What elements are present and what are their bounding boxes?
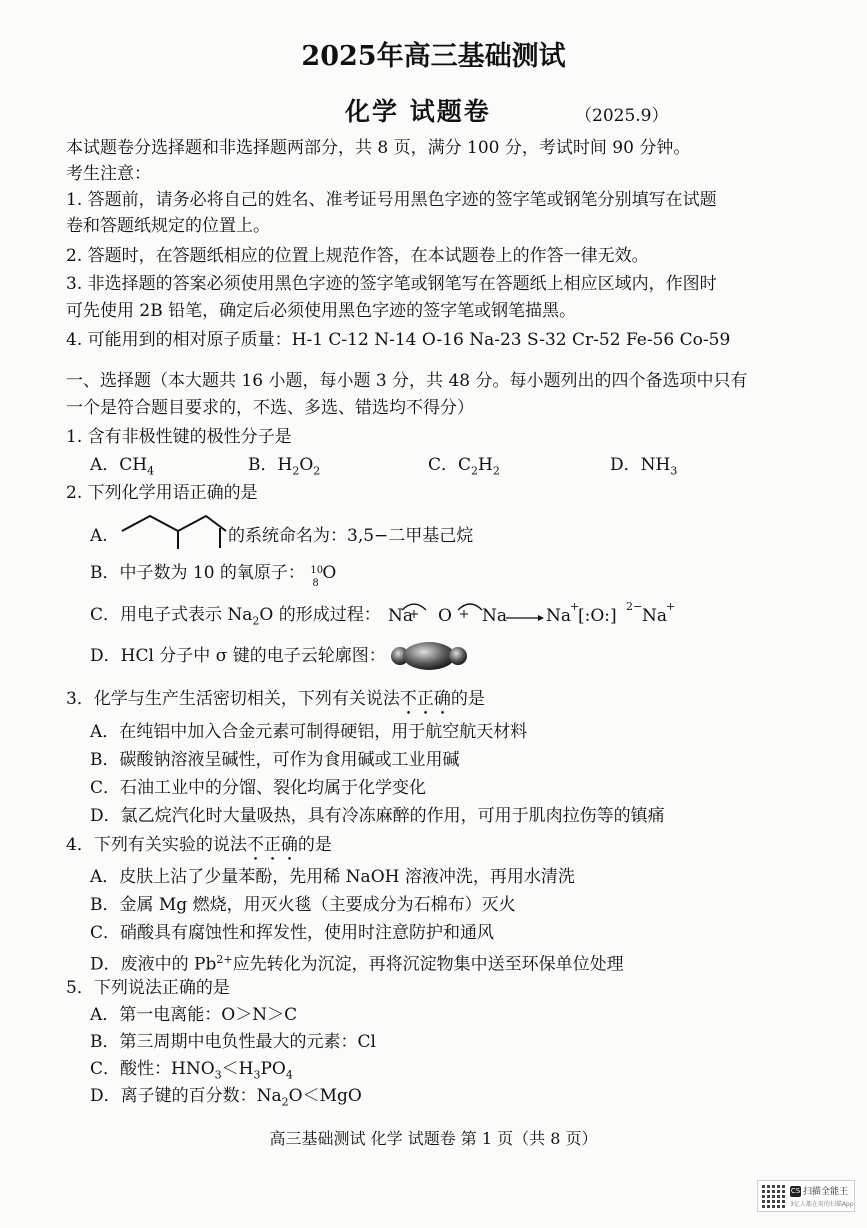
camscanner-logo-icon: CS — [790, 1187, 801, 1195]
q5-option-c: C．酸性：$HNO_3<H_3PO_4$ — [90, 1059, 293, 1082]
q2-option-c: C．用电子式表示 $Na_2O$ 的形成过程： — [90, 605, 381, 628]
notice-3a: 3. 非选择题的答案必须使用黑色字迹的签字笔或钢笔写在答题纸上相应区域内，作图时 — [66, 274, 717, 294]
q1-option-b: B．$H_2O_2$ — [248, 455, 321, 478]
q1-option-d: D．$NH_3$ — [610, 455, 678, 478]
q3-option-c: C．石油工业中的分馏、裂化均属于化学变化 — [90, 778, 427, 798]
page-footer: 高三基础测试 化学 试题卷 第 1 页（共 8 页） — [269, 1129, 598, 1148]
q1-stem: 1. 含有非极性键的极性分子是 — [66, 427, 292, 447]
q3-option-a: A．在纯铝中加入合金元素可制得硬铝，用于航空航天材料 — [90, 722, 528, 742]
electron-formula: Na O Na Na + [:O:] 2− Na + — [388, 596, 678, 630]
q3-option-d: D．氯乙烷汽化时大量吸热，具有冷冻麻醉的作用，可用于肌肉拉伤等的镇痛 — [90, 806, 665, 826]
q3-stem: 3．化学与生产生活密切相关，下列有关说法不正确的是 — [66, 689, 485, 709]
exam-title: 2025年高三基础测试 — [301, 41, 566, 72]
scanner-watermark — [757, 1180, 855, 1212]
notice-heading: 考生注意： — [66, 164, 151, 184]
q2-option-a-text: 的系统命名为：3,5−二甲基己烷 — [228, 526, 474, 546]
q5-option-a: A．第一电离能：O＞N＞C — [90, 1005, 298, 1025]
q4-stem: 4．下列有关实验的说法不正确的是 — [66, 835, 332, 855]
q4-option-d: D．废液中的 $Pb^{2+}$应先转化为沉淀，再将沉淀物集中送至环保单位处理 — [90, 953, 624, 975]
exam-subtitle: 化学 试题卷 — [345, 97, 491, 126]
sigma-bond-orbital-image — [388, 640, 470, 672]
scanner-name: 扫描全能王 — [803, 1187, 849, 1197]
intro-line: 本试题卷分选择题和非选择题两部分，共 8 页，满分 100 分，考试时间 90 分钟。 — [66, 138, 691, 158]
notice-4: 4. 可能用到的相对原子质量：H-1 C-12 N-14 O-16 Na-23 S-32 Cr-52 Fe-56 Co-59 — [66, 330, 731, 350]
q2-stem: 2. 下列化学用语正确的是 — [66, 483, 258, 503]
section-heading-a: 一、选择题（本大题共 16 小题，每小题 3 分，共 48 分。每小题列出的四个备选项中只有 — [66, 371, 748, 391]
q5-stem: 5．下列说法正确的是 — [66, 978, 230, 998]
notice-1a: 1. 答题前，请务必将自己的姓名、准考证号用黑色字迹的签字笔或钢笔分别填写在试题 — [66, 190, 717, 210]
q4-option-a: A．皮肤上沾了少量苯酚，先用稀 NaOH 溶液冲洗，再用水清洗 — [90, 867, 575, 887]
q1-option-c: C．$C_2H_2$ — [428, 455, 500, 478]
q3-option-b: B．碳酸钠溶液呈碱性，可作为食用碱或工业用碱 — [90, 750, 460, 770]
notice-1b: 卷和答题纸规定的位置上。 — [66, 216, 270, 236]
q2-option-b: B．中子数为 10 的氧原子： 10 8 O — [90, 563, 337, 589]
skeletal-formula-image — [120, 511, 230, 551]
notice-2: 2. 答题时，在答题纸相应的位置上规范作答，在本试题卷上的作答一律无效。 — [66, 246, 649, 266]
section-heading-b: 一个是符合题目要求的，不选、多选、错选均不得分） — [66, 398, 474, 418]
q5-option-d: D．离子键的百分数：$Na_2O<MgO$ — [90, 1086, 362, 1109]
q5-option-b: B．第三周期中电负性最大的元素：Cl — [90, 1032, 376, 1052]
q1-option-a: A．$CH_4$ — [90, 455, 155, 478]
q4-option-c: C．硝酸具有腐蚀性和挥发性，使用时注意防护和通风 — [90, 923, 495, 943]
q2-option-d: D．HCl 分子中 σ 键的电子云轮廓图： — [90, 646, 386, 666]
q2-option-a-label: A. — [90, 526, 108, 546]
q4-option-b: B．金属 Mg 燃烧，用灭火毯（主要成分为石棉布）灭火 — [90, 895, 516, 915]
notice-3b: 可先使用 2B 铅笔，确定后必须使用黑色字迹的签字笔或钢笔描黑。 — [66, 301, 577, 321]
exam-date: （2025.9） — [575, 106, 669, 126]
scanner-tagline: 3亿人都在用的扫描App — [790, 1201, 854, 1208]
